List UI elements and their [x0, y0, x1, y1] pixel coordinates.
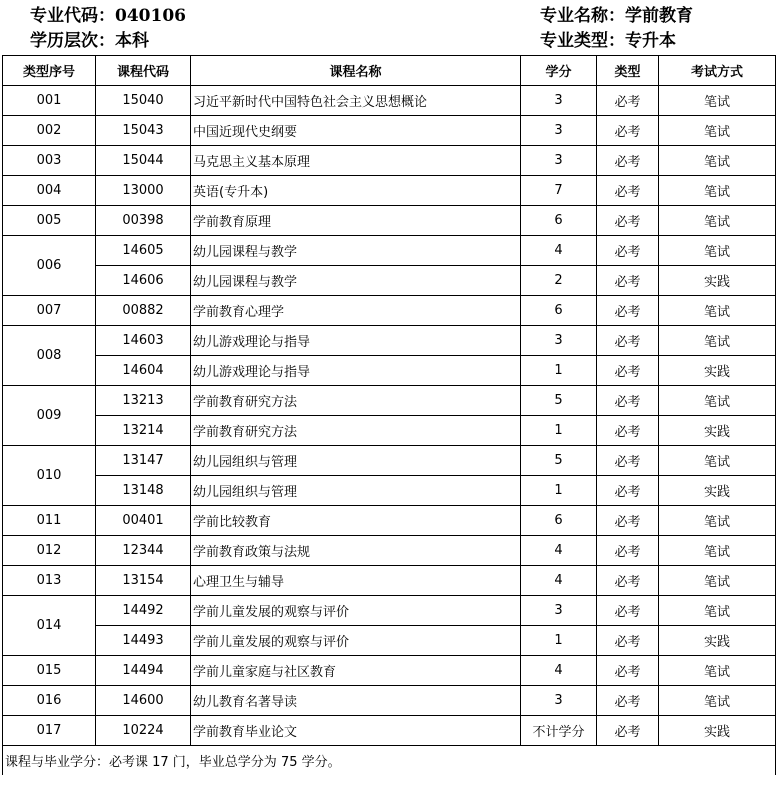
cell-course-name: 英语(专升本): [191, 176, 521, 206]
cell-credit: 3: [521, 326, 597, 356]
cell-type: 必考: [597, 146, 659, 176]
cell-course-code: 14493: [96, 626, 191, 656]
cell-exam-method: 笔试: [659, 86, 776, 116]
cell-exam-method: 笔试: [659, 656, 776, 686]
table-row: [3, 416, 776, 446]
cell-credit: 不计学分: [521, 716, 597, 746]
cell-course-name: 学前教育原理: [191, 206, 521, 236]
table-row: [3, 626, 776, 656]
cell-exam-method: 实践: [659, 416, 776, 446]
cell-credit: 6: [521, 296, 597, 326]
cell-credit: 5: [521, 386, 597, 416]
table-row: [3, 266, 776, 296]
cell-course-code: 15040: [96, 86, 191, 116]
cell-exam-method: 笔试: [659, 326, 776, 356]
major-type-label: 专业类型：: [540, 31, 625, 51]
cell-course-name: 心理卫生与辅导: [191, 566, 521, 596]
cell-credit: 4: [521, 236, 597, 266]
cell-course-code: 15043: [96, 116, 191, 146]
cell-course-code: 13154: [96, 566, 191, 596]
cell-credit: 4: [521, 656, 597, 686]
table-row: [3, 506, 776, 536]
cell-type: 必考: [597, 206, 659, 236]
cell-credit: 6: [521, 506, 597, 536]
cell-type: 必考: [597, 326, 659, 356]
col-header-type: 类型: [597, 56, 659, 86]
cell-credit: 3: [521, 86, 597, 116]
cell-type: 必考: [597, 386, 659, 416]
cell-credit: 5: [521, 446, 597, 476]
cell-course-name: 幼儿园组织与管理: [191, 476, 521, 506]
cell-course-name: 学前教育研究方法: [191, 386, 521, 416]
cell-credit: 3: [521, 686, 597, 716]
table-row: [3, 656, 776, 686]
cell-course-code: 14606: [96, 266, 191, 296]
table-row: [3, 236, 776, 266]
cell-course-code: 14492: [96, 596, 191, 626]
cell-course-code: 10224: [96, 716, 191, 746]
cell-credit: 2: [521, 266, 597, 296]
cell-course-name: 学前儿童发展的观察与评价: [191, 596, 521, 626]
cell-seq: 002: [3, 116, 96, 146]
major-code: [30, 6, 186, 26]
cell-credit: 1: [521, 416, 597, 446]
cell-course-name: 幼儿园课程与教学: [191, 236, 521, 266]
cell-exam-method: 实践: [659, 266, 776, 296]
table-row: [3, 356, 776, 386]
cell-seq: 001: [3, 86, 96, 116]
table-row: [3, 686, 776, 716]
cell-seq: 003: [3, 146, 96, 176]
table-row: [3, 86, 776, 116]
cell-course-name: 学前教育心理学: [191, 296, 521, 326]
table-row: [3, 116, 776, 146]
cell-exam-method: 笔试: [659, 446, 776, 476]
cell-exam-method: 实践: [659, 476, 776, 506]
cell-course-name: 幼儿游戏理论与指导: [191, 326, 521, 356]
cell-credit: 3: [521, 116, 597, 146]
cell-course-name: 学前教育政策与法规: [191, 536, 521, 566]
table-body: [3, 86, 776, 746]
cell-course-name: 马克思主义基本原理: [191, 146, 521, 176]
cell-course-code: 14604: [96, 356, 191, 386]
table-row: [3, 146, 776, 176]
major-name: [540, 6, 693, 26]
course-table: [2, 55, 776, 775]
cell-seq: 007: [3, 296, 96, 326]
cell-course-name: 学前比较教育: [191, 506, 521, 536]
cell-course-code: 14603: [96, 326, 191, 356]
cell-type: 必考: [597, 476, 659, 506]
table-row: [3, 446, 776, 476]
education-level-value: 本科: [115, 31, 149, 51]
cell-credit: 4: [521, 566, 597, 596]
cell-course-name: 学前教育研究方法: [191, 416, 521, 446]
table-row: [3, 176, 776, 206]
cell-seq: 011: [3, 506, 96, 536]
cell-course-code: 13147: [96, 446, 191, 476]
cell-course-name: 中国近现代史纲要: [191, 116, 521, 146]
cell-type: 必考: [597, 716, 659, 746]
cell-exam-method: 笔试: [659, 236, 776, 266]
cell-exam-method: 笔试: [659, 596, 776, 626]
cell-course-name: 习近平新时代中国特色社会主义思想概论: [191, 86, 521, 116]
table-row: [3, 716, 776, 746]
cell-course-name: 幼儿游戏理论与指导: [191, 356, 521, 386]
cell-credit: 4: [521, 536, 597, 566]
cell-course-name: 幼儿园课程与教学: [191, 266, 521, 296]
major-type-value: 专升本: [625, 31, 676, 51]
cell-type: 必考: [597, 116, 659, 146]
graduation-credits-note: 课程与毕业学分：必考课 17 门，毕业总学分为 75 学分。: [3, 746, 776, 776]
cell-course-code: 12344: [96, 536, 191, 566]
col-header-seq: 类型序号: [3, 56, 96, 86]
cell-credit: 1: [521, 476, 597, 506]
cell-type: 必考: [597, 656, 659, 686]
table-row: [3, 566, 776, 596]
cell-seq: 004: [3, 176, 96, 206]
cell-course-code: 00882: [96, 296, 191, 326]
cell-course-code: 14600: [96, 686, 191, 716]
cell-credit: 6: [521, 206, 597, 236]
cell-seq: 012: [3, 536, 96, 566]
table-header-row: [3, 56, 776, 86]
cell-seq: 010: [3, 446, 96, 506]
cell-exam-method: 实践: [659, 626, 776, 656]
cell-course-code: 00401: [96, 506, 191, 536]
cell-course-code: 13148: [96, 476, 191, 506]
cell-credit: 7: [521, 176, 597, 206]
major-type: [540, 31, 676, 51]
cell-course-name: 幼儿教育名著导读: [191, 686, 521, 716]
cell-type: 必考: [597, 236, 659, 266]
cell-type: 必考: [597, 626, 659, 656]
cell-exam-method: 笔试: [659, 506, 776, 536]
cell-course-code: 13214: [96, 416, 191, 446]
cell-exam-method: 实践: [659, 716, 776, 746]
major-name-value: 学前教育: [625, 6, 693, 26]
major-code-label: 专业代码：: [30, 6, 115, 26]
table-row: [3, 476, 776, 506]
table-row: [3, 596, 776, 626]
cell-course-code: 14605: [96, 236, 191, 266]
cell-exam-method: 笔试: [659, 566, 776, 596]
education-level: [30, 31, 149, 51]
cell-type: 必考: [597, 566, 659, 596]
cell-course-name: 学前儿童发展的观察与评价: [191, 626, 521, 656]
cell-course-code: 15044: [96, 146, 191, 176]
cell-seq: 009: [3, 386, 96, 446]
cell-type: 必考: [597, 86, 659, 116]
cell-seq: 008: [3, 326, 96, 386]
cell-course-name: 学前教育毕业论文: [191, 716, 521, 746]
cell-seq: 015: [3, 656, 96, 686]
col-header-name: 课程名称: [191, 56, 521, 86]
cell-course-code: 00398: [96, 206, 191, 236]
cell-course-name: 学前儿童家庭与社区教育: [191, 656, 521, 686]
major-code-value: 040106: [115, 6, 186, 26]
cell-credit: 3: [521, 596, 597, 626]
cell-type: 必考: [597, 506, 659, 536]
table-row: [3, 296, 776, 326]
cell-seq: 005: [3, 206, 96, 236]
major-name-label: 专业名称：: [540, 6, 625, 26]
cell-seq: 017: [3, 716, 96, 746]
cell-course-code: 14494: [96, 656, 191, 686]
cell-type: 必考: [597, 416, 659, 446]
cell-exam-method: 笔试: [659, 176, 776, 206]
table-row: [3, 326, 776, 356]
cell-type: 必考: [597, 446, 659, 476]
cell-type: 必考: [597, 686, 659, 716]
table-row: [3, 386, 776, 416]
cell-credit: 1: [521, 356, 597, 386]
cell-credit: 3: [521, 146, 597, 176]
cell-course-code: 13000: [96, 176, 191, 206]
table-row: [3, 536, 776, 566]
cell-exam-method: 笔试: [659, 536, 776, 566]
cell-exam-method: 笔试: [659, 146, 776, 176]
table-row: [3, 206, 776, 236]
cell-type: 必考: [597, 176, 659, 206]
education-level-label: 学历层次：: [30, 31, 115, 51]
cell-course-code: 13213: [96, 386, 191, 416]
col-header-code: 课程代码: [96, 56, 191, 86]
cell-type: 必考: [597, 356, 659, 386]
table-footer-row: [3, 746, 776, 776]
cell-exam-method: 笔试: [659, 686, 776, 716]
cell-credit: 1: [521, 626, 597, 656]
cell-type: 必考: [597, 596, 659, 626]
cell-type: 必考: [597, 296, 659, 326]
cell-exam-method: 实践: [659, 356, 776, 386]
col-header-exam: 考试方式: [659, 56, 776, 86]
cell-seq: 016: [3, 686, 96, 716]
cell-seq: 013: [3, 566, 96, 596]
cell-exam-method: 笔试: [659, 296, 776, 326]
cell-exam-method: 笔试: [659, 386, 776, 416]
cell-type: 必考: [597, 266, 659, 296]
cell-exam-method: 笔试: [659, 116, 776, 146]
cell-course-name: 幼儿园组织与管理: [191, 446, 521, 476]
cell-exam-method: 笔试: [659, 206, 776, 236]
col-header-credit: 学分: [521, 56, 597, 86]
cell-seq: 014: [3, 596, 96, 656]
cell-type: 必考: [597, 536, 659, 566]
cell-seq: 006: [3, 236, 96, 296]
